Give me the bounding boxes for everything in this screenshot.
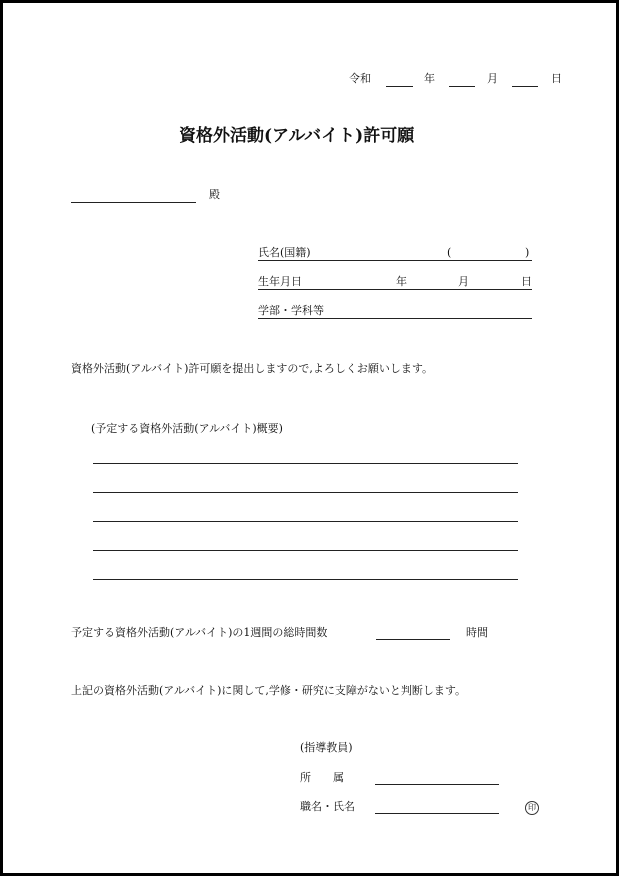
weekly-hours-unit: 時間 bbox=[466, 626, 488, 639]
date-day-unit: 日 bbox=[551, 72, 562, 85]
weekly-hours-label: 予定する資格外活動(アルバイト)の1週間の総時間数 bbox=[71, 626, 328, 639]
summary-line[interactable] bbox=[93, 579, 518, 580]
addressee-blank[interactable] bbox=[71, 202, 196, 203]
date-day-blank[interactable] bbox=[512, 86, 538, 87]
birth-date-label: 生年月日 bbox=[258, 275, 302, 288]
date-era: 令和 bbox=[349, 72, 371, 85]
advisor-heading: (指導教員) bbox=[300, 741, 353, 754]
date-month-blank[interactable] bbox=[449, 86, 475, 87]
date-year-blank[interactable] bbox=[386, 86, 413, 87]
birth-month-unit: 月 bbox=[458, 275, 469, 288]
date-year-unit: 年 bbox=[424, 72, 435, 85]
name-nationality-line[interactable] bbox=[258, 260, 532, 261]
name-nationality-label: 氏名(国籍) bbox=[258, 246, 311, 259]
birth-day-unit: 日 bbox=[521, 275, 532, 288]
summary-line[interactable] bbox=[93, 492, 518, 493]
date-month-unit: 月 bbox=[487, 72, 498, 85]
summary-line[interactable] bbox=[93, 550, 518, 551]
judgment-text: 上記の資格外活動(アルバイト)に関して,学修・研究に支障がないと判断します。 bbox=[71, 684, 466, 697]
title-name-label: 職名・氏名 bbox=[300, 800, 355, 813]
affiliation-label: 所 属 bbox=[300, 771, 344, 784]
birth-year-unit: 年 bbox=[396, 275, 407, 288]
summary-line[interactable] bbox=[93, 463, 518, 464]
nationality-open-paren: ( bbox=[447, 246, 452, 259]
faculty-label: 学部・学科等 bbox=[258, 304, 324, 317]
summary-line[interactable] bbox=[93, 521, 518, 522]
affiliation-line[interactable] bbox=[375, 784, 499, 785]
nationality-close-paren: ) bbox=[525, 246, 530, 259]
addressee-honorific: 殿 bbox=[209, 188, 220, 201]
faculty-line[interactable] bbox=[258, 318, 532, 319]
document-title: 資格外活動(アルバイト)許可願 bbox=[179, 126, 415, 146]
seal-icon: 印 bbox=[525, 801, 539, 815]
birth-date-line[interactable] bbox=[258, 289, 532, 290]
title-name-line[interactable] bbox=[375, 813, 499, 814]
weekly-hours-blank[interactable] bbox=[376, 639, 450, 640]
request-text: 資格外活動(アルバイト)許可願を提出しますので,よろしくお願いします。 bbox=[71, 362, 433, 375]
summary-label: (予定する資格外活動(アルバイト)概要) bbox=[91, 422, 283, 435]
